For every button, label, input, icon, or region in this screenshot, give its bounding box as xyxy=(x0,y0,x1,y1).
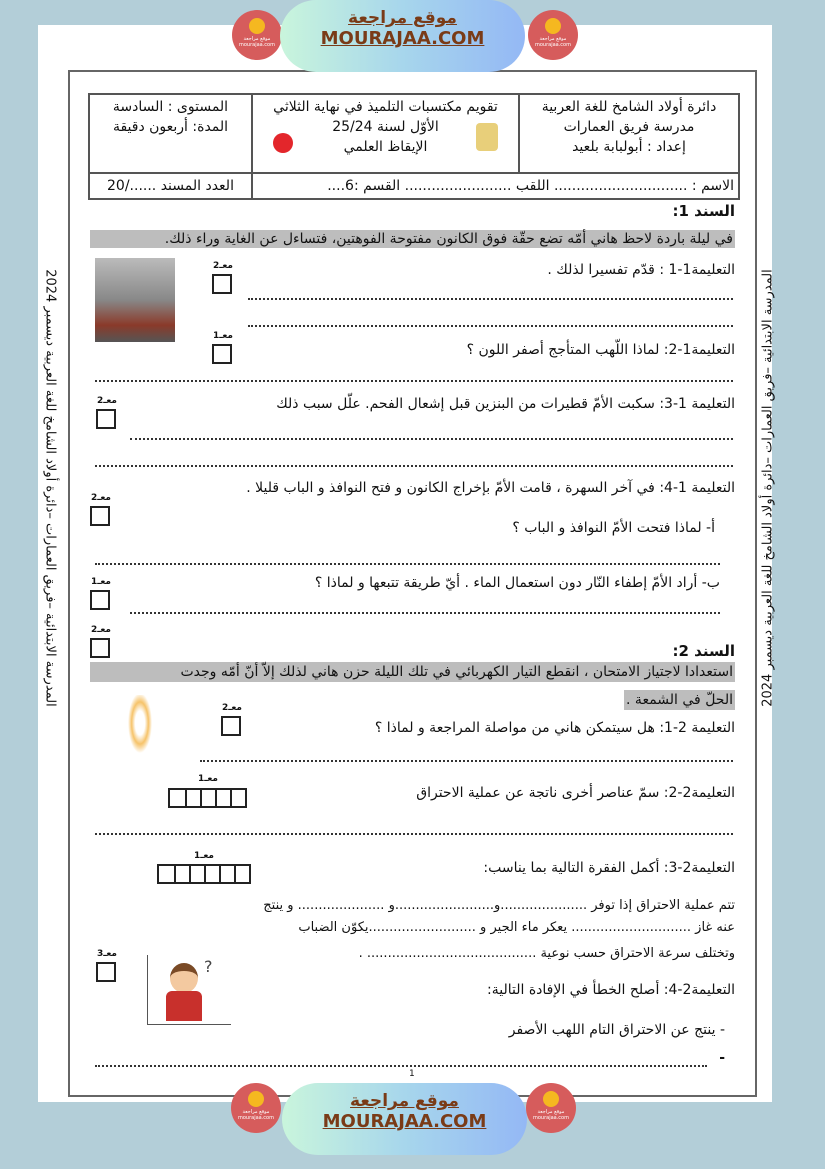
student-name-row[interactable]: الاسم : .............................. اللقب ........................ القسم :6.... xyxy=(252,173,739,199)
mark-box[interactable]: معـ2 xyxy=(221,702,243,736)
score-field[interactable]: العدد المسند ....../20 xyxy=(89,173,252,199)
question-1-2: التعليمة1-2: لماذا اللّهب المتأجج أصفر اللون ؟ xyxy=(466,342,735,358)
site-banner[interactable]: موقع مراجعة MOURAJAA.COM xyxy=(280,0,525,72)
school-info: دائرة أولاد الشامخ للغة العربية مدرسة فريق العمارات إعداد : أبولبابة بلعيد xyxy=(519,94,739,173)
answer-line[interactable] xyxy=(95,1065,707,1067)
mark-grid[interactable] xyxy=(168,788,247,808)
sanad2-title: السند 2: xyxy=(672,642,735,660)
sanad2-text: استعدادا لاجتياز الامتحان ، انقطع التيار الكهربائي في تلك الليلة حزن هاني لذلك إلاّ أنّ أمّه وجدت xyxy=(90,662,735,682)
exam-header xyxy=(88,93,740,200)
thinking-boy-image: ? xyxy=(147,955,231,1025)
answer-line[interactable] xyxy=(95,563,720,565)
mark-box[interactable]: معـ2 xyxy=(212,260,234,294)
mark-label: معـ1 xyxy=(194,851,214,861)
mark-box[interactable]: معـ3 xyxy=(96,948,118,982)
answer-dash: - xyxy=(719,1050,725,1066)
answer-line[interactable] xyxy=(95,465,733,467)
question-1-3: التعليمة 1-3: سكبت الأمّ قطيرات من البنزين قبل إشعال الفحم. علّل سبب ذلك xyxy=(276,396,735,412)
mark-box[interactable]: معـ2 xyxy=(96,395,118,429)
exam-title: تقويم مكتسبات التلميذ في نهاية الثلاثي الأوّل لسنة 25/24 الإيقاظ العلمي xyxy=(252,94,519,173)
site-logo[interactable]: موقع مراجعة mourajaa.com xyxy=(528,10,578,60)
question-1-4: التعليمة 1-4: في آخر السهرة ، قامت الأمّ بإخراج الكانون و فتح النوافذ و الباب قليلا . xyxy=(246,480,735,496)
book-icon xyxy=(543,1091,559,1107)
sanad1-title: السند 1: xyxy=(672,202,735,220)
question-2-4: التعليمة2-4: أصلح الخطأ في الإفادة التالية: xyxy=(487,982,735,998)
question-2-2: التعليمة2-2: سمّ عناصر أخرى ناتجة عن عملية الاحتراق xyxy=(416,785,735,801)
mark-grid[interactable] xyxy=(157,864,251,884)
statement-to-correct: - ينتج عن الاحتراق التام اللهب الأصفر xyxy=(508,1022,725,1038)
book-icon xyxy=(248,1091,264,1107)
page-number: 1 xyxy=(409,1069,415,1079)
side-text-right: المدرسة الابتدائية –فريق العمارات –دائرة أولاد الشامخ للغة العربية ديسمبر 2024 xyxy=(760,269,776,707)
mark-box[interactable]: معـ2 xyxy=(90,624,112,658)
answer-line[interactable] xyxy=(248,298,733,300)
fill-paragraph-line[interactable]: عنه غاز ............................. يعكر ماء الجير و ..........................يكوّن الضباب xyxy=(298,920,735,935)
answer-line[interactable] xyxy=(95,833,733,835)
mark-box[interactable]: معـ1 xyxy=(212,330,234,364)
mark-label: معـ1 xyxy=(198,774,218,784)
question-2-1: التعليمة 2-1: هل سيتمكن هاني من مواصلة المراجعة و لماذا ؟ xyxy=(374,720,735,736)
side-text-left: المدرسة الابتدائية –فريق العمارات –دائرة أولاد الشامخ للغة العربية ديسمبر 2024 xyxy=(42,269,58,707)
book-icon xyxy=(249,18,265,34)
stove-image xyxy=(95,258,175,342)
site-logo[interactable]: موقع مراجعة mourajaa.com xyxy=(232,10,282,60)
sanad1-text: في ليلة باردة لاحظ هاني أمّه تضع حقّة فوق الكانون مفتوحة الفوهتين، فتساءل عن الغاية وراء ذلك. xyxy=(90,230,735,248)
answer-line[interactable] xyxy=(130,438,733,440)
book-icon xyxy=(545,18,561,34)
answer-line[interactable] xyxy=(95,380,733,382)
site-logo[interactable]: موقع مراجعة mourajaa.com xyxy=(231,1083,281,1133)
site-banner[interactable]: موقع مراجعة MOURAJAA.COM xyxy=(282,1083,527,1155)
fill-paragraph-line[interactable]: تتم عملية الاحتراق إذا توفر .....................و........................و ..................... و ينتج xyxy=(263,898,735,913)
answer-line[interactable] xyxy=(130,612,720,614)
sanad2-text-2: الحلّ في الشمعة . xyxy=(626,692,733,708)
site-logo[interactable]: موقع مراجعة mourajaa.com xyxy=(526,1083,576,1133)
candle-image xyxy=(115,695,165,765)
answer-line[interactable] xyxy=(248,325,733,327)
mark-box[interactable]: معـ2 xyxy=(90,492,112,526)
question-1-4-a: أ- لماذا فتحت الأمّ النوافذ و الباب ؟ xyxy=(512,520,715,536)
question-1-4-b: ب- أراد الأمّ إطفاء النّار دون استعمال الماء . أيّ طريقة تتبعها و لماذا ؟ xyxy=(314,575,720,591)
level-info: المستوى : السادسة المدة: أربعون دقيقة xyxy=(89,94,252,173)
question-1-1: التعليمة1-1 : قدّم تفسيرا لذلك . xyxy=(547,262,735,278)
tunisia-flag-icon xyxy=(273,133,293,153)
lock-icon xyxy=(476,123,498,151)
mark-box[interactable]: معـ1 xyxy=(90,576,112,610)
fill-paragraph-line[interactable]: وتختلف سرعة الاحتراق حسب نوعية ......................................... . xyxy=(358,946,735,961)
question-2-3: التعليمة2-3: أكمل الفقرة التالية بما يناسب: xyxy=(483,860,735,876)
answer-line[interactable] xyxy=(200,760,733,762)
